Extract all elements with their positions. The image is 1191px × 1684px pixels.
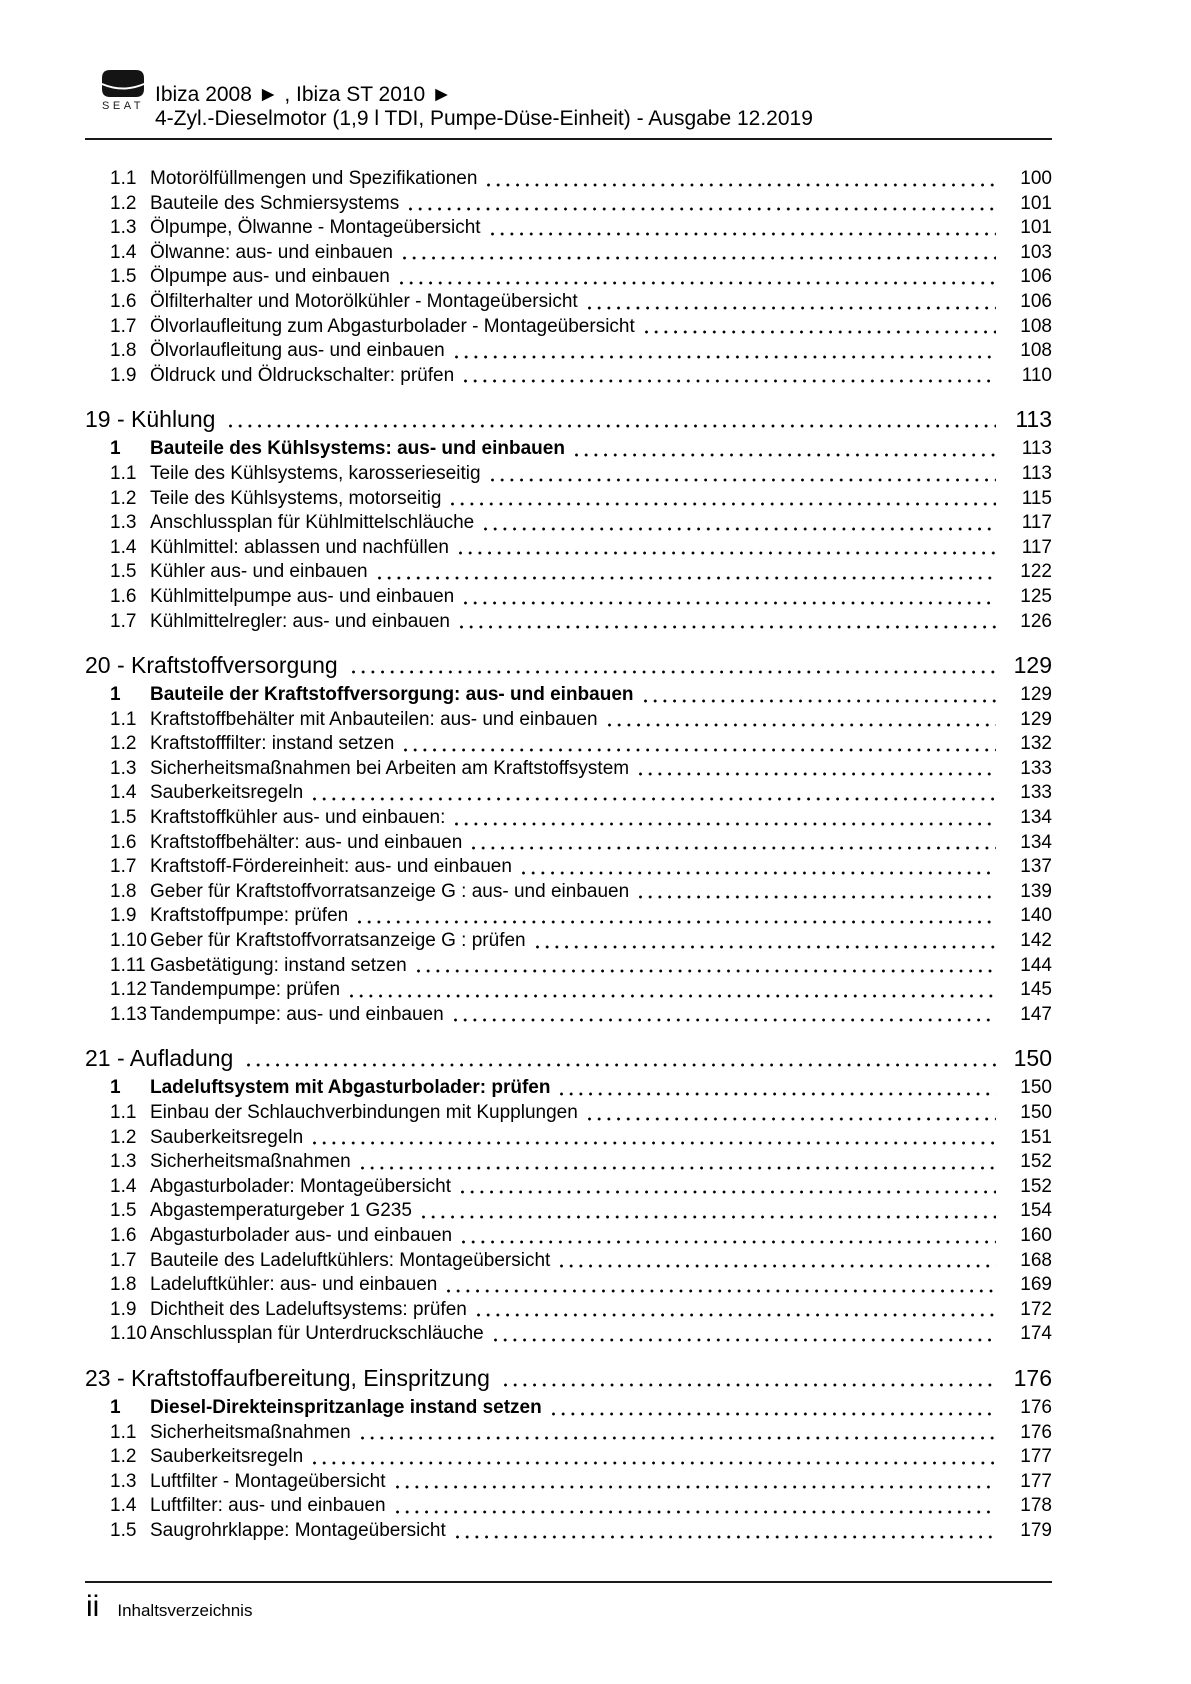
- toc-entry-page: 172: [1020, 1298, 1052, 1320]
- header-subtitle-line: 4-Zyl.-Dieselmotor (1,9 l TDI, Pumpe-Düse-Einheit) - Ausgabe 12.2019: [155, 107, 813, 130]
- toc-entry-number: 1.3: [110, 757, 137, 779]
- toc-dot-leader: [352, 670, 996, 674]
- toc-entry-number: 1.6: [110, 290, 137, 312]
- toc-entry-number: 1.7: [110, 1249, 137, 1271]
- toc-entry-number: 1.6: [110, 831, 137, 853]
- toc-entry: [85, 487, 1052, 512]
- toc-entry-title: Bauteile des Schmiersystems: [150, 192, 400, 214]
- toc-entry-title: Kühlmittel: ablassen und nachfüllen: [150, 536, 449, 558]
- toc-dot-leader: [575, 453, 996, 457]
- toc-entry-page: 108: [1020, 340, 1052, 362]
- toc-dot-leader: [313, 1461, 996, 1465]
- footer-divider: [85, 1581, 1052, 1583]
- toc-entry-number: 1.4: [110, 536, 137, 558]
- toc-entry-page: 129: [1020, 684, 1052, 706]
- toc-entry-title: Teile des Kühlsystems, motorseitig: [150, 487, 442, 509]
- toc-entry-number: 1.9: [110, 1298, 137, 1320]
- toc-entry-number: 1.1: [110, 1102, 137, 1123]
- toc-entry-number: 1.7: [110, 856, 137, 878]
- toc-entry-page: 110: [1021, 364, 1052, 386]
- toc-entry-page: 139: [1020, 880, 1052, 902]
- toc-entry-title: Bauteile der Kraftstoffversorgung: aus- und einbauen: [150, 684, 634, 706]
- toc-entry-title: Sicherheitsmaßnahmen bei Arbeiten am Kraftstoffsystem: [150, 757, 630, 779]
- toc-entry-title: Sauberkeitsregeln: [150, 782, 304, 804]
- toc-entry-title: Anschlussplan für Kühlmittelschläuche: [150, 512, 475, 534]
- toc-dot-leader: [504, 1383, 996, 1387]
- seat-logo: [100, 70, 146, 131]
- toc-entry-title: Ölfilterhalter und Motorölkühler - Montageübersicht: [150, 290, 578, 312]
- toc-entry-title: Einbau der Schlauchverbindungen mit Kupplungen: [150, 1102, 578, 1123]
- toc-entry-title: Anschlussplan für Unterdruckschläuche: [150, 1323, 484, 1345]
- toc-entry-title: Luftfilter: aus- und einbauen: [150, 1495, 386, 1517]
- toc-entry-title: Abgastemperaturgeber 1 G235: [150, 1200, 412, 1222]
- toc-entry-page: 169: [1020, 1274, 1052, 1296]
- toc-entry-number: 1: [110, 1077, 121, 1099]
- toc-entry-page: 150: [1020, 1077, 1052, 1099]
- toc-entry-title: Diesel-Direkteinspritzanlage instand setzen: [150, 1396, 542, 1418]
- toc-entry-number: 1.4: [110, 241, 137, 263]
- toc-entry-number: 1.8: [110, 340, 137, 362]
- toc-dot-leader: [455, 822, 996, 826]
- header-divider: [85, 138, 1052, 140]
- toc-entry-number: 1.2: [110, 487, 137, 509]
- toc-entry-page: 154: [1020, 1200, 1052, 1222]
- toc-entry-number: 1.1: [110, 462, 137, 484]
- toc-entry-number: 1.3: [110, 217, 137, 239]
- toc-entry: [85, 1445, 1052, 1470]
- toc-entry-title: Luftfilter - Montageübersicht: [150, 1470, 386, 1492]
- toc-entry-number: 1.3: [110, 512, 137, 534]
- toc-dot-leader: [451, 502, 996, 506]
- toc-dot-leader: [404, 748, 996, 752]
- toc-dot-leader: [491, 478, 996, 482]
- toc-entry-page: 125: [1020, 585, 1052, 607]
- toc-dot-leader: [358, 920, 996, 924]
- toc-entry-page: 122: [1020, 561, 1052, 583]
- toc-entry-page: 176: [1020, 1421, 1052, 1443]
- toc-dot-leader: [552, 1412, 996, 1416]
- toc-entry: [85, 781, 1052, 806]
- toc-entry: [85, 265, 1052, 290]
- toc-entry: [85, 364, 1052, 389]
- toc-dot-leader: [460, 625, 996, 629]
- toc-entry-number: 1.4: [110, 1495, 137, 1517]
- toc-entry-number: 1.8: [110, 880, 137, 902]
- toc-entry-page: 152: [1020, 1151, 1052, 1173]
- toc-entry-number: 1.11: [110, 954, 146, 976]
- toc-entry-number: 1.7: [110, 610, 137, 632]
- toc-entry: [85, 904, 1052, 929]
- toc-section-header: [85, 650, 1052, 680]
- toc-entry-number: 1.5: [110, 807, 137, 829]
- toc-dot-leader: [608, 723, 996, 727]
- toc-entry: [85, 315, 1052, 340]
- toc-entry: [85, 560, 1052, 585]
- toc-entry-number: 1.5: [110, 1519, 137, 1541]
- toc-dot-leader: [247, 1063, 996, 1067]
- toc-entry-page: 168: [1020, 1249, 1052, 1271]
- toc-entry-number: 1.4: [110, 782, 137, 804]
- toc-entry-page: 134: [1020, 831, 1052, 853]
- toc-entry-number: 1.6: [110, 585, 137, 607]
- toc-entry-title: Sicherheitsmaßnahmen: [150, 1421, 351, 1443]
- toc-section-title: 21 - Aufladung: [85, 1045, 234, 1072]
- toc-entry-number: 1.8: [110, 1274, 137, 1296]
- toc-entry-title: Kühlmittelpumpe aus- und einbauen: [150, 585, 455, 607]
- toc-entry-title: Sicherheitsmaßnahmen: [150, 1151, 351, 1173]
- toc-entry-page: 140: [1020, 905, 1052, 927]
- toc-entry-number: 1.3: [110, 1470, 137, 1492]
- toc-entry-number: 1.9: [110, 905, 137, 927]
- toc-entry: [85, 339, 1052, 364]
- toc-entry: [85, 1224, 1052, 1249]
- toc-entry-number: 1: [110, 684, 121, 706]
- toc-entry: [85, 585, 1052, 610]
- toc-entry-page: 177: [1020, 1470, 1052, 1492]
- toc-entry: [85, 1421, 1052, 1446]
- toc-entry-title: Tandempumpe: aus- und einbauen: [150, 1003, 444, 1025]
- toc-entry-page: 179: [1020, 1519, 1052, 1541]
- toc-entry-page: 113: [1021, 462, 1052, 484]
- toc-entry-page: 117: [1021, 536, 1052, 558]
- toc-entry: [85, 855, 1052, 880]
- toc-entry: [85, 1519, 1052, 1544]
- toc-entry: [85, 536, 1052, 561]
- toc-dot-leader: [350, 994, 996, 998]
- toc-dot-leader: [456, 1535, 996, 1539]
- toc-dot-leader: [455, 355, 996, 359]
- toc-dot-leader: [229, 424, 996, 428]
- toc-entry-page: 106: [1020, 266, 1052, 288]
- toc-dot-leader: [494, 1338, 996, 1342]
- header-model-line: Ibiza 2008 ► , Ibiza ST 2010 ►: [155, 83, 452, 106]
- toc-entry-page: 142: [1020, 930, 1052, 952]
- toc-dot-leader: [487, 183, 996, 187]
- toc-entry-title: Ölvorlaufleitung aus- und einbauen: [150, 340, 445, 362]
- toc-section-title: 19 - Kühlung: [85, 406, 216, 433]
- toc-entry-title: Kraftstoffkühler aus- und einbauen:: [150, 807, 446, 829]
- table-of-contents: [85, 167, 1052, 1544]
- toc-entry-title: Öldruck und Öldruckschalter: prüfen: [150, 364, 455, 386]
- toc-dot-leader: [313, 1141, 996, 1145]
- toc-dot-leader: [400, 281, 996, 285]
- toc-entry: [85, 708, 1052, 733]
- toc-entry-title: Kühlmittelregler: aus- und einbauen: [150, 610, 450, 632]
- toc-entry: [85, 929, 1052, 954]
- toc-section-page: 129: [1013, 652, 1052, 679]
- toc-entry-page: 137: [1020, 856, 1052, 878]
- toc-entry: [85, 1494, 1052, 1519]
- toc-dot-leader: [639, 895, 996, 899]
- toc-entry-page: 133: [1020, 782, 1052, 804]
- toc-dot-leader: [588, 1117, 996, 1121]
- toc-dot-leader: [491, 232, 996, 236]
- toc-entry-page: 176: [1020, 1396, 1052, 1418]
- toc-dot-leader: [536, 945, 996, 949]
- toc-entry-page: 160: [1020, 1224, 1052, 1246]
- toc-entry: [85, 1470, 1052, 1495]
- toc-dot-leader: [462, 1240, 996, 1244]
- toc-entry-number: 1.2: [110, 1446, 137, 1468]
- footer-label: Inhaltsverzeichnis: [117, 1601, 253, 1620]
- toc-dot-leader: [447, 1289, 996, 1293]
- toc-dot-leader: [378, 576, 996, 580]
- toc-entry-page: 150: [1020, 1102, 1052, 1123]
- toc-entry-title: Gasbetätigung: instand setzen: [150, 954, 407, 976]
- toc-section-page: 113: [1015, 406, 1052, 433]
- toc-entry-number: 1.5: [110, 266, 137, 288]
- toc-entry-title: Geber für Kraftstoffvorratsanzeige G : aus- und einbauen: [150, 880, 630, 902]
- toc-entry: [85, 683, 1052, 708]
- toc-entry-number: 1: [110, 438, 121, 460]
- toc-entry-title: Ölpumpe aus- und einbauen: [150, 266, 390, 288]
- toc-entry: [85, 732, 1052, 757]
- toc-entry-page: 152: [1020, 1175, 1052, 1197]
- toc-section-title: 23 - Kraftstoffaufbereitung, Einspritzung: [85, 1364, 490, 1391]
- toc-entry-title: Saugrohrklappe: Montageübersicht: [150, 1519, 446, 1541]
- toc-dot-leader: [644, 699, 997, 703]
- toc-entry: [85, 167, 1052, 192]
- toc-entry-title: Kraftstofffilter: instand setzen: [150, 733, 395, 755]
- toc-entry: [85, 1322, 1052, 1347]
- toc-entry-page: 101: [1020, 217, 1052, 239]
- toc-entry-number: 1.1: [110, 168, 137, 189]
- toc-entry-page: 106: [1020, 290, 1052, 312]
- toc-entry-number: 1.13: [110, 1003, 147, 1025]
- toc-dot-leader: [403, 256, 996, 260]
- toc-dot-leader: [454, 1018, 996, 1022]
- toc-entry-page: 178: [1020, 1495, 1052, 1517]
- toc-dot-leader: [461, 1190, 996, 1194]
- toc-dot-leader: [472, 846, 996, 850]
- toc-entry: [85, 1150, 1052, 1175]
- folio-page-number: ii: [86, 1590, 100, 1623]
- toc-entry: [85, 1076, 1052, 1101]
- toc-entry-title: Kraftstoff-Fördereinheit: aus- und einbauen: [150, 856, 512, 878]
- toc-entry-title: Abgasturbolader: Montageübersicht: [150, 1175, 452, 1197]
- toc-entry-number: 1.1: [110, 708, 137, 730]
- toc-dot-leader: [522, 871, 996, 875]
- toc-entry: [85, 192, 1052, 217]
- toc-dot-leader: [361, 1436, 996, 1440]
- toc-entry: [85, 1249, 1052, 1274]
- toc-entry: [85, 954, 1052, 979]
- toc-entry-title: Teile des Kühlsystems, karosserieseitig: [150, 462, 481, 484]
- toc-entry-page: 126: [1020, 610, 1052, 632]
- toc-entry-page: 144: [1020, 954, 1052, 976]
- toc-dot-leader: [560, 1264, 996, 1268]
- toc-dot-leader: [645, 330, 996, 334]
- toc-entry-title: Kraftstoffpumpe: prüfen: [150, 905, 349, 927]
- toc-entry: [85, 610, 1052, 635]
- toc-dot-leader: [396, 1510, 996, 1514]
- toc-entry-title: Ölvorlaufleitung zum Abgasturbolader - Montageübersicht: [150, 315, 635, 337]
- toc-section-page: 150: [1013, 1045, 1052, 1072]
- toc-entry: [85, 757, 1052, 782]
- toc-entry-number: 1.2: [110, 192, 137, 214]
- toc-entry-page: 132: [1020, 733, 1052, 755]
- toc-dot-leader: [459, 551, 996, 555]
- toc-entry: [85, 1298, 1052, 1323]
- toc-dot-leader: [464, 379, 996, 383]
- toc-entry-title: Sauberkeitsregeln: [150, 1446, 304, 1468]
- toc-entry-number: 1.9: [110, 364, 137, 386]
- toc-entry-title: Tandempumpe: prüfen: [150, 979, 341, 1001]
- toc-entry-title: Kraftstoffbehälter mit Anbauteilen: aus- und einbauen: [150, 708, 598, 730]
- toc-dot-leader: [361, 1166, 996, 1170]
- toc-entry-page: 108: [1020, 315, 1052, 337]
- toc-entry-page: 151: [1020, 1126, 1052, 1148]
- page-header: [85, 0, 1052, 131]
- toc-entry: [85, 1126, 1052, 1151]
- toc-entry: [85, 1003, 1052, 1028]
- toc-entry: [85, 880, 1052, 905]
- toc-entry-title: Motorölfüllmengen und Spezifikationen: [150, 168, 478, 189]
- toc-section-header: [85, 1363, 1052, 1393]
- toc-entry: [85, 462, 1052, 487]
- toc-entry-page: 115: [1021, 487, 1052, 509]
- toc-entry: [85, 1101, 1052, 1126]
- toc-entry-page: 113: [1021, 438, 1052, 460]
- toc-entry-number: 1.12: [110, 979, 147, 1001]
- toc-dot-leader: [422, 1215, 996, 1219]
- toc-entry: [85, 831, 1052, 856]
- toc-entry: [85, 290, 1052, 315]
- seat-logo-wordmark: SEAT: [102, 100, 144, 112]
- toc-section-page: 176: [1013, 1364, 1052, 1391]
- toc-entry: [85, 241, 1052, 266]
- toc-entry-page: 134: [1020, 807, 1052, 829]
- toc-dot-leader: [396, 1485, 996, 1489]
- toc-entry-page: 147: [1020, 1003, 1052, 1025]
- toc-entry: [85, 1396, 1052, 1421]
- toc-entry-title: Ölwanne: aus- und einbauen: [150, 241, 393, 263]
- toc-entry-title: Sauberkeitsregeln: [150, 1126, 304, 1148]
- toc-entry-number: 1.6: [110, 1224, 137, 1246]
- toc-section-header: [85, 404, 1052, 434]
- seat-logo-icon: [100, 70, 146, 97]
- toc-dot-leader: [477, 1313, 996, 1317]
- toc-entry: [85, 1199, 1052, 1224]
- toc-entry: [85, 216, 1052, 241]
- toc-entry-page: 145: [1020, 979, 1052, 1001]
- toc-entry-title: Kühler aus- und einbauen: [150, 561, 368, 583]
- toc-entry: [85, 511, 1052, 536]
- toc-dot-leader: [409, 207, 996, 211]
- toc-entry: [85, 1273, 1052, 1298]
- toc-entry-title: Ölpumpe, Ölwanne - Montageübersicht: [150, 217, 481, 239]
- toc-entry-page: 174: [1020, 1323, 1052, 1345]
- toc-entry-title: Geber für Kraftstoffvorratsanzeige G : prüfen: [150, 930, 526, 952]
- toc-section-header: [85, 1043, 1052, 1073]
- header-text: [155, 70, 813, 131]
- toc-entry: [85, 806, 1052, 831]
- toc-dot-leader: [313, 797, 996, 801]
- toc-entry-title: Bauteile des Kühlsystems: aus- und einbauen: [150, 438, 565, 460]
- toc-entry-number: 1.7: [110, 315, 137, 337]
- toc-entry-page: 101: [1020, 192, 1052, 214]
- toc-entry-number: 1.5: [110, 1200, 137, 1222]
- toc-dot-leader: [417, 969, 996, 973]
- toc-entry-number: 1.10: [110, 930, 147, 952]
- toc-entry-number: 1.2: [110, 1126, 137, 1148]
- toc-entry: [85, 978, 1052, 1003]
- toc-entry: [85, 437, 1052, 462]
- toc-entry-number: 1.10: [110, 1323, 147, 1345]
- toc-section-title: 20 - Kraftstoffversorgung: [85, 652, 338, 679]
- toc-entry-page: 103: [1020, 241, 1052, 263]
- toc-entry-page: 117: [1021, 512, 1052, 534]
- toc-dot-leader: [588, 306, 996, 310]
- toc-entry-title: Abgasturbolader aus- und einbauen: [150, 1224, 453, 1246]
- page-content: [85, 0, 1052, 1544]
- toc-entry-number: 1: [110, 1396, 121, 1418]
- toc-entry-page: 129: [1020, 708, 1052, 730]
- toc-entry-title: Ladeluftsystem mit Abgasturbolader: prüfen: [150, 1077, 551, 1099]
- toc-dot-leader: [560, 1092, 996, 1096]
- toc-entry-title: Dichtheit des Ladeluftsystems: prüfen: [150, 1298, 467, 1320]
- toc-dot-leader: [464, 601, 996, 605]
- toc-entry-page: 133: [1020, 757, 1052, 779]
- toc-entry-page: 100: [1020, 168, 1052, 189]
- toc-dot-leader: [484, 527, 996, 531]
- toc-entry-number: 1.4: [110, 1175, 137, 1197]
- toc-entry-page: 177: [1020, 1446, 1052, 1468]
- page-footer: [86, 1591, 252, 1623]
- toc-entry-title: Bauteile des Ladeluftkühlers: Montageübersicht: [150, 1249, 551, 1271]
- toc-entry-title: Kraftstoffbehälter: aus- und einbauen: [150, 831, 463, 853]
- toc-dot-leader: [639, 772, 996, 776]
- toc-entry-number: 1.1: [110, 1421, 137, 1443]
- toc-entry-number: 1.3: [110, 1151, 137, 1173]
- toc-entry-number: 1.2: [110, 733, 137, 755]
- toc-entry: [85, 1175, 1052, 1200]
- toc-entry-title: Ladeluftkühler: aus- und einbauen: [150, 1274, 438, 1296]
- toc-entry-number: 1.5: [110, 561, 137, 583]
